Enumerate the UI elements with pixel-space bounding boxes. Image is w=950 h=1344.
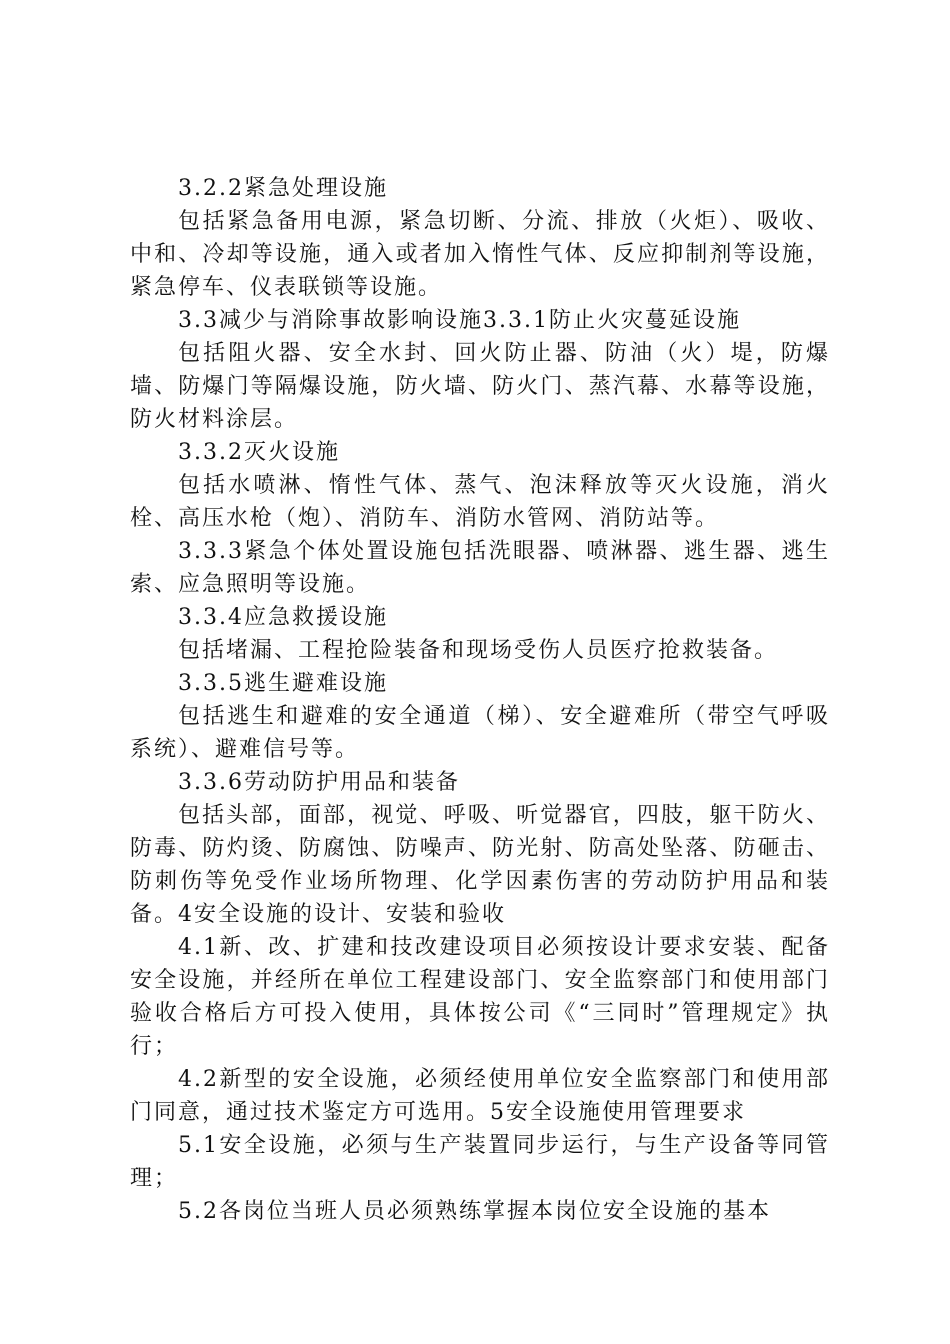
paragraph-fire-spread: 包括阻火器、安全水封、回火防止器、防油（火）堤，防爆墙、防爆门等隔爆设施，防火墙、防火门、蒸汽幕、水幕等设施，防火材料涂层。 [130,341,830,432]
heading-3-3: 3.3减少与消除事故影响设施3.3.1防止火灾蔓延设施 [178,308,741,333]
paragraph-protective-equipment: 包括头部，面部，视觉、呼吸、听觉器官，四肢，躯干防火、防毒、防灼烫、防腐蚀、防噪声、防光射、防高处坠落、防砸击、防刺伤等免受作业场所物理、化学因素伤害的劳动防护用品和装备。4安全设施的设计、安装和验收 [130,803,830,927]
paragraph-emergency-facilities: 包括紧急备用电源，紧急切断、分流、排放（火炬）、吸收、中和、冷却等设施，通入或者加入惰性气体、反应抑制剂等设施，紧急停车、仪表联锁等设施。 [130,209,830,300]
paragraph-4-1: 4.1新、改、扩建和技改建设项目必须按设计要求安装、配备安全设施，并经所在单位工程建设部门、安全监察部门和使用部门验收合格后方可投入使用，具体按公司《“三同时”管理规定》执行； [130,935,830,1059]
document-body [130,172,830,1228]
paragraph-3-3-3: 3.3.3紧急个体处置设施包括洗眼器、喷淋器、逃生器、逃生索、应急照明等设施。 [130,539,830,597]
heading-3-3-4: 3.3.4应急救援设施 [178,605,388,630]
heading-3-2-2: 3.2.2紧急处理设施 [178,176,388,201]
heading-3-3-2: 3.3.2灭火设施 [178,440,340,465]
paragraph-fire-extinguishing: 包括水喷淋、惰性气体、蒸气、泡沫释放等灭火设施，消火栓、高压水枪（炮）、消防车、消防水管网、消防站等。 [130,473,830,531]
paragraph-rescue: 包括堵漏、工程抢险装备和现场受伤人员医疗抢救装备。 [178,638,779,663]
paragraph-5-1: 5.1安全设施，必须与生产装置同步运行，与生产设备等同管理； [130,1133,830,1191]
paragraph-5-2: 5.2各岗位当班人员必须熟练掌握本岗位安全设施的基本 [178,1199,771,1224]
paragraph-escape: 包括逃生和避难的安全通道（梯）、安全避难所（带空气呼吸系统）、避难信号等。 [130,704,830,762]
paragraph-4-2: 4.2新型的安全设施，必须经使用单位安全监察部门和使用部门同意，通过技术鉴定方可选用。5安全设施使用管理要求 [130,1067,830,1125]
heading-3-3-6: 3.3.6劳动防护用品和装备 [178,770,460,795]
heading-3-3-5: 3.3.5逃生避难设施 [178,671,388,696]
